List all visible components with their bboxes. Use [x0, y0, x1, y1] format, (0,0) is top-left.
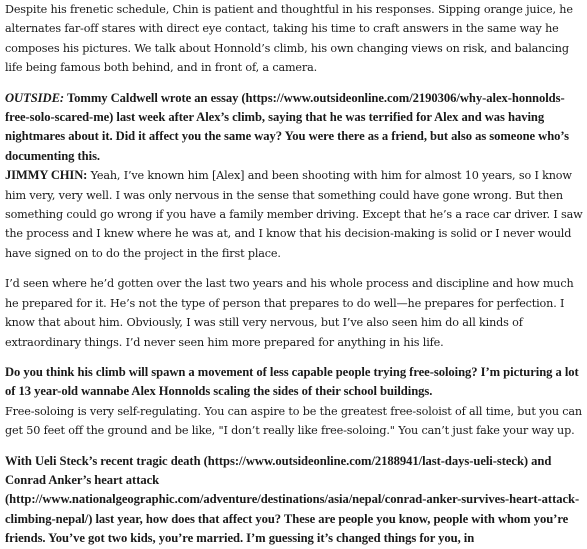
- question-1-text: Tommy Caldwell wrote an essay (https://www.outsideonline.com/2190306/why-alex-honnolds-free-solo-scared-me) last week after Alex’s climb, saying that he was terrified for Alex and was having nightmares about it. Did it affect you the same way? You were there as a friend, but also as someone who’s documenting this.: [5, 90, 569, 163]
- question-1: [5, 89, 583, 167]
- question-3: With Ueli Steck’s recent tragic death (https://www.outsideonline.com/2188941/last-days-ueli-steck) and Conrad Anker’s heart attack (http://www.nationalgeographic.com/adventure/destinations/asia/nepal/conrad-anker-survives-heart-attack-climbing-nepal/) last year, how does that affect you? These are people you know, people with whom you’re friends. You’ve got two kids, you’re married. I’m guessing it’s changed things for you, in: [5, 453, 580, 546]
- question-2: Do you think his climb will spawn a movement of less capable people trying free-soloing? I’m picturing a lot of 13 year-old wannabe Alex Honnolds scaling the sides of their school buildings.: [5, 364, 579, 399]
- answer-1-text: Yeah, I’ve known him [Alex] and been shooting with him for almost 10 years, so I know him very, very well. I was only nervous in the sense that something could have gone wrong. But then something could go wrong if you have a family member driving. Except that he’s a race car driver. I saw the process and I knew where he was at, and I know that his decision-making is solid or I never would have signed on to do the project in the first place.: [5, 169, 583, 260]
- answer-1-continued: I’d seen where he’d gotten over the last two years and his whole process and discipline and how much he prepared for it. He’s not the type of person that prepares to do well—he prepares for perfection. I know that about him. Obviously, I was still very nervous, but I’ve also seen him do all kinds of extraordinary things. I’d never seen him more prepared for anything in his life.: [5, 277, 574, 349]
- intro-paragraph: Despite his frenetic schedule, Chin is patient and thoughtful in his responses. Sipping orange juice, he alternates far-off stares with direct eye contact, taking his time to craft answers in the same way he composes his pictures. We talk about Honnold’s climb, his own changing views on risk, and balancing life being famous both behind, and in front of, a camera.: [5, 3, 573, 75]
- speaker-label: JIMMY CHIN:: [5, 168, 88, 183]
- article-body: [5, 0, 583, 549]
- answer-1: [5, 166, 583, 263]
- publication-label: OUTSIDE:: [5, 90, 65, 105]
- answer-2: Free-soloing is very self-regulating. You can aspire to be the greatest free-soloist of all time, but you can get 50 feet off the ground and be like, "I don’t really like free-soloing." You can’t just fake your way up.: [5, 404, 582, 438]
